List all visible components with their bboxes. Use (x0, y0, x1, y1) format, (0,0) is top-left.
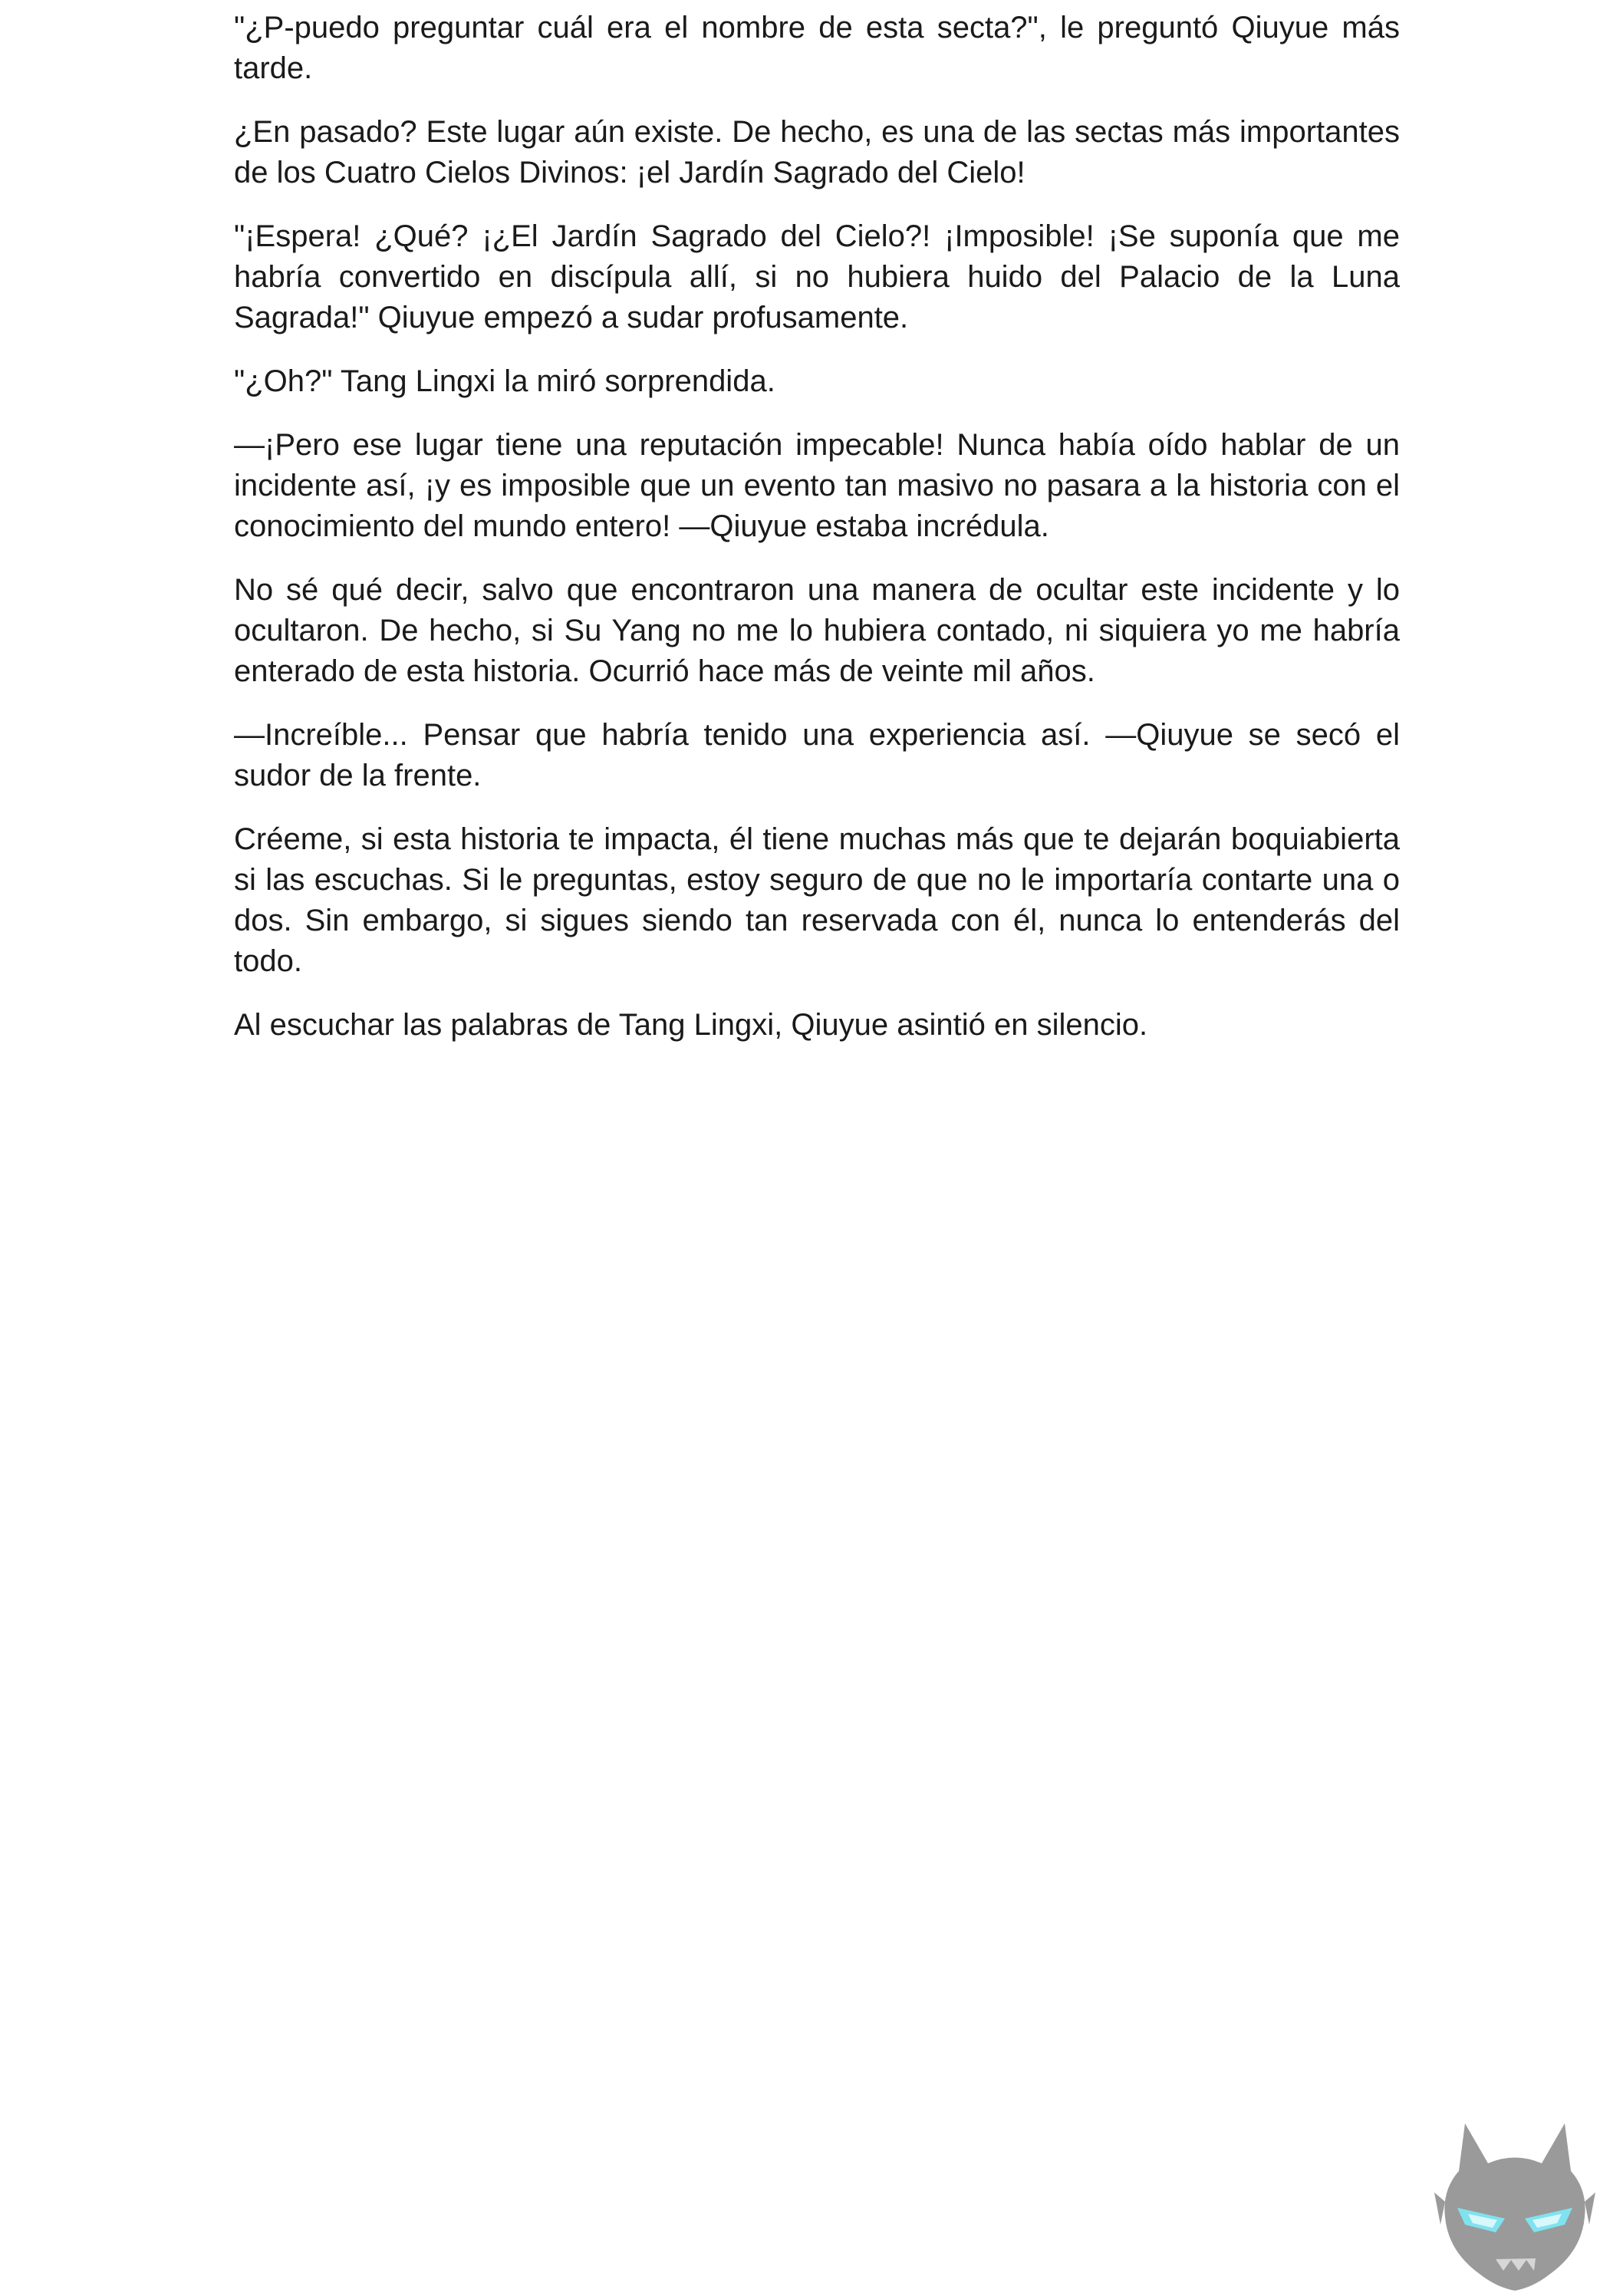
paragraph-1: "¿P-puedo preguntar cuál era el nombre de esta secta?", le preguntó Qiuyue más tarde. (234, 11, 1400, 85)
paragraph-8: Créeme, si esta historia te impacta, él tiene muchas más que te dejarán boquiabierta si las escuchas. Si le preguntas, estoy seguro de que no le importaría contarte una o dos. Sin embargo, si sigues siendo tan reservada con él, nunca lo entenderás del todo. (234, 822, 1400, 978)
paragraph-3: "¡Espera! ¿Qué? ¡¿El Jardín Sagrado del Cielo?! ¡Imposible! ¡Se suponía que me habría convertido en discípula allí, si no hubiera huido del Palacio de la Luna Sagrada!" Qiuyue empezó a sudar profusamente. (234, 219, 1400, 334)
paragraph-6: No sé qué decir, salvo que encontraron una manera de ocultar este incidente y lo ocultaron. De hecho, si Su Yang no me lo hubiera contado, ni siquiera yo me habría enterado de esta historia. Ocurrió hace más de veinte mil años. (234, 573, 1400, 688)
paragraph-4: "¿Oh?" Tang Lingxi la miró sorprendida. (234, 364, 775, 398)
paragraph-5: —¡Pero ese lugar tiene una reputación impecable! Nunca había oído hablar de un incidente así, ¡y es imposible que un evento tan masivo no pasara a la historia con el conocimiento del mundo entero! —Qiuyue estaba incrédula. (234, 428, 1400, 543)
paragraph-9: Al escuchar las palabras de Tang Lingxi, Qiuyue asintió en silencio. (234, 1008, 1148, 1042)
demon-head-logo-icon (1434, 2117, 1595, 2294)
paragraph-7: —Increíble... Pensar que habría tenido una experiencia así. —Qiuyue se secó el sudor de la frente. (234, 718, 1400, 792)
paragraph-2: ¿En pasado? Este lugar aún existe. De hecho, es una de las sectas más importantes de los Cuatro Cielos Divinos: ¡el Jardín Sagrado del Cielo! (234, 115, 1400, 189)
text-body (234, 8, 1400, 1069)
